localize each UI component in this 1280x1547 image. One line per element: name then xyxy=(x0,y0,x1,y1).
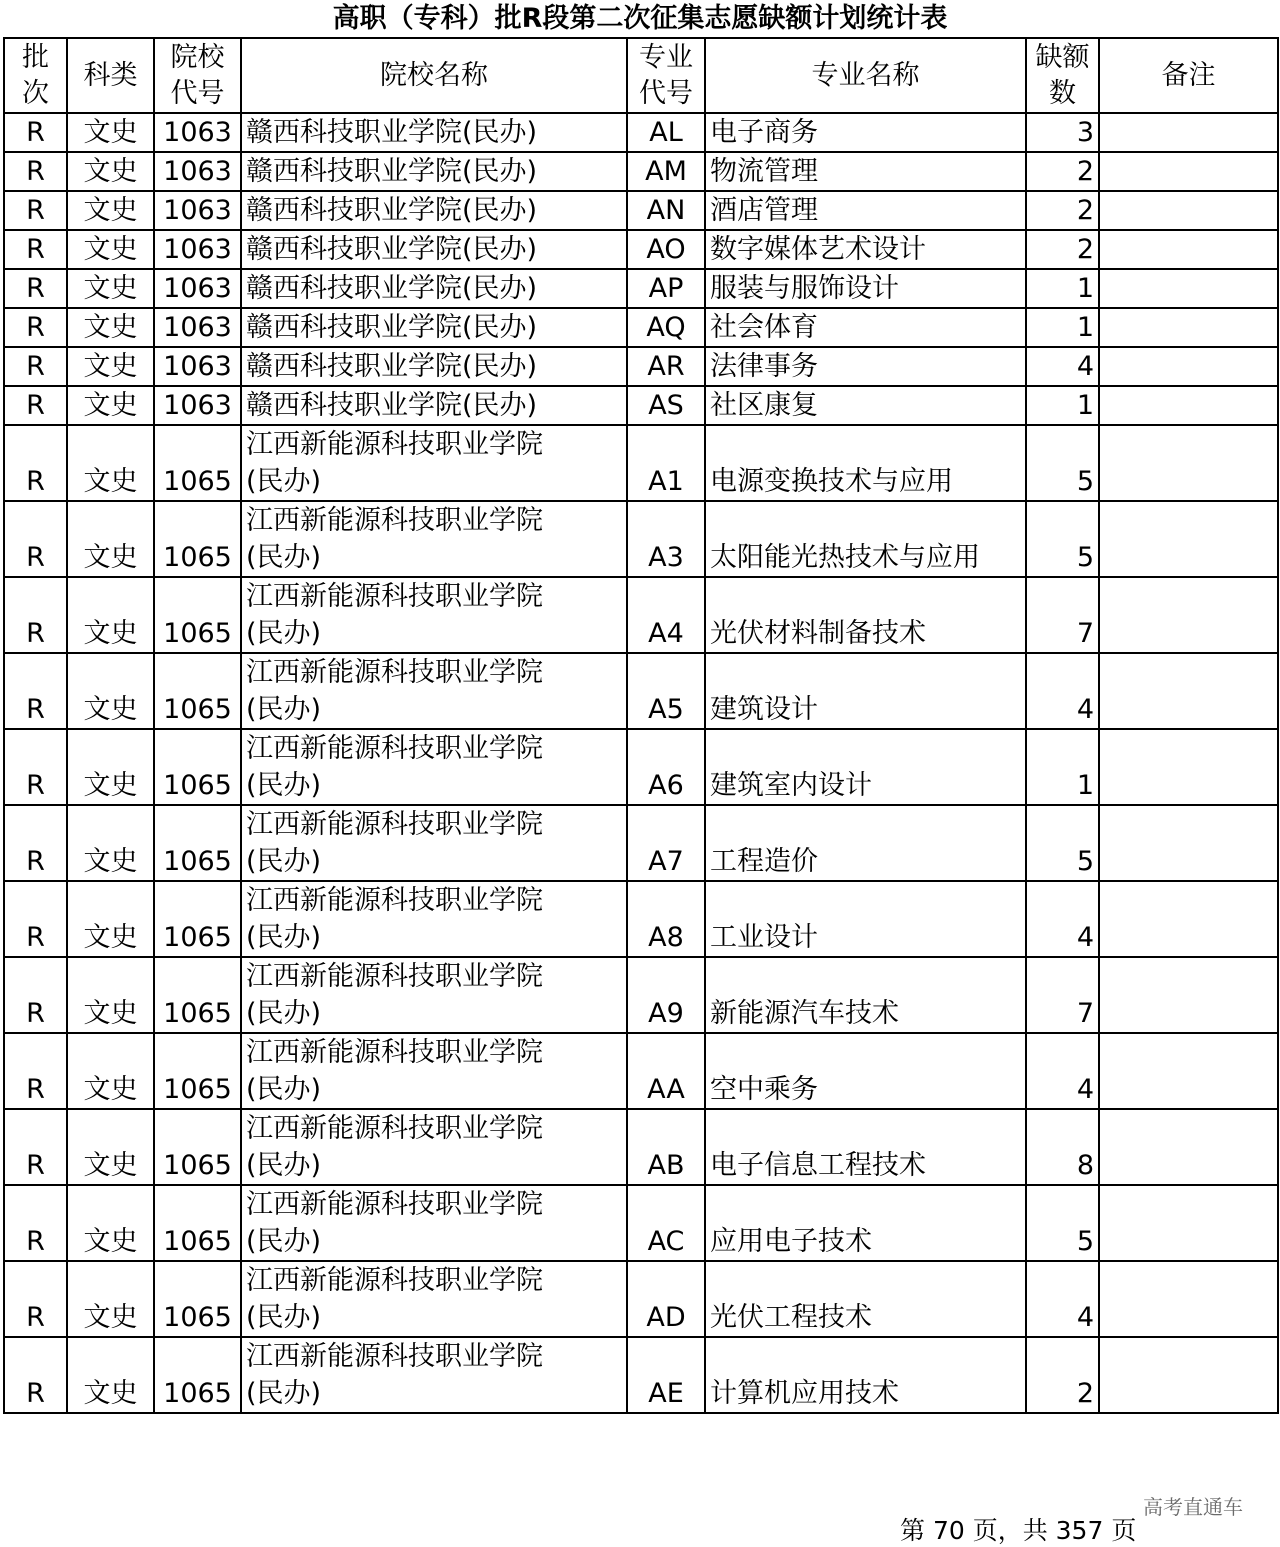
cell-school-code: 1063 xyxy=(154,152,241,191)
cell-category: 文史 xyxy=(67,425,154,501)
cell-vacancy: 5 xyxy=(1026,501,1099,577)
cell-vacancy: 8 xyxy=(1026,1109,1099,1185)
cell-vacancy: 2 xyxy=(1026,191,1099,230)
cell-category: 文史 xyxy=(67,1185,154,1261)
cell-category: 文史 xyxy=(67,386,154,425)
cell-remark xyxy=(1099,230,1278,269)
cell-batch: R xyxy=(4,501,67,577)
cell-batch: R xyxy=(4,113,67,152)
cell-major-name: 法律事务 xyxy=(705,347,1026,386)
cell-major-name: 空中乘务 xyxy=(705,1033,1026,1109)
cell-category: 文史 xyxy=(67,501,154,577)
header-vacancy: 缺额 数 xyxy=(1026,38,1099,113)
cell-remark xyxy=(1099,425,1278,501)
cell-remark xyxy=(1099,653,1278,729)
table-row xyxy=(4,881,1278,957)
cell-major-code: AO xyxy=(627,230,705,269)
cell-school-code: 1065 xyxy=(154,729,241,805)
cell-school-code: 1063 xyxy=(154,308,241,347)
cell-vacancy: 5 xyxy=(1026,805,1099,881)
cell-major-code: A9 xyxy=(627,957,705,1033)
header-major-name: 专业名称 xyxy=(705,38,1026,113)
cell-school-code: 1063 xyxy=(154,269,241,308)
cell-major-code: A4 xyxy=(627,577,705,653)
cell-school-code: 1065 xyxy=(154,425,241,501)
cell-vacancy: 1 xyxy=(1026,308,1099,347)
header-batch: 批 次 xyxy=(4,38,67,113)
cell-school-name: 江西新能源科技职业学院 (民办) xyxy=(241,805,627,881)
cell-batch: R xyxy=(4,308,67,347)
cell-school-code: 1065 xyxy=(154,805,241,881)
cell-school-name: 江西新能源科技职业学院 (民办) xyxy=(241,1109,627,1185)
page-title: 高职（专科）批R段第二次征集志愿缺额计划统计表 xyxy=(332,3,948,34)
cell-batch: R xyxy=(4,1185,67,1261)
table-row xyxy=(4,191,1278,230)
cell-major-name: 电源变换技术与应用 xyxy=(705,425,1026,501)
table-row xyxy=(4,1261,1278,1337)
cell-major-name: 工程造价 xyxy=(705,805,1026,881)
cell-vacancy: 7 xyxy=(1026,957,1099,1033)
cell-school-code: 1063 xyxy=(154,386,241,425)
cell-remark xyxy=(1099,805,1278,881)
cell-vacancy: 2 xyxy=(1026,230,1099,269)
cell-school-code: 1065 xyxy=(154,1033,241,1109)
table-row xyxy=(4,653,1278,729)
cell-batch: R xyxy=(4,269,67,308)
cell-vacancy: 5 xyxy=(1026,425,1099,501)
cell-batch: R xyxy=(4,805,67,881)
cell-major-name: 酒店管理 xyxy=(705,191,1026,230)
cell-vacancy: 4 xyxy=(1026,653,1099,729)
page-number: 第 70 页，共 357 页 xyxy=(900,1516,1137,1545)
cell-major-name: 社区康复 xyxy=(705,386,1026,425)
cell-major-name: 建筑设计 xyxy=(705,653,1026,729)
cell-major-code: AM xyxy=(627,152,705,191)
cell-vacancy: 1 xyxy=(1026,729,1099,805)
cell-school-code: 1065 xyxy=(154,881,241,957)
cell-school-name: 赣西科技职业学院(民办) xyxy=(241,191,627,230)
cell-category: 文史 xyxy=(67,230,154,269)
cell-major-name: 太阳能光热技术与应用 xyxy=(705,501,1026,577)
table-row xyxy=(4,230,1278,269)
table-row xyxy=(4,347,1278,386)
table-row xyxy=(4,957,1278,1033)
cell-category: 文史 xyxy=(67,152,154,191)
cell-school-name: 赣西科技职业学院(民办) xyxy=(241,269,627,308)
cell-school-code: 1065 xyxy=(154,1337,241,1413)
cell-batch: R xyxy=(4,881,67,957)
cell-remark xyxy=(1099,957,1278,1033)
table-row xyxy=(4,1109,1278,1185)
header-category: 科类 xyxy=(67,38,154,113)
cell-school-name: 江西新能源科技职业学院 (民办) xyxy=(241,1033,627,1109)
cell-remark xyxy=(1099,191,1278,230)
cell-remark xyxy=(1099,308,1278,347)
cell-major-code: AA xyxy=(627,1033,705,1109)
cell-school-code: 1065 xyxy=(154,1109,241,1185)
cell-category: 文史 xyxy=(67,308,154,347)
cell-category: 文史 xyxy=(67,1109,154,1185)
cell-major-name: 物流管理 xyxy=(705,152,1026,191)
cell-school-name: 赣西科技职业学院(民办) xyxy=(241,347,627,386)
cell-major-code: A5 xyxy=(627,653,705,729)
watermark-text: 高考直通车 xyxy=(1143,1495,1243,1519)
cell-school-name: 江西新能源科技职业学院 (民办) xyxy=(241,577,627,653)
cell-batch: R xyxy=(4,957,67,1033)
cell-category: 文史 xyxy=(67,1033,154,1109)
cell-school-name: 江西新能源科技职业学院 (民办) xyxy=(241,957,627,1033)
cell-batch: R xyxy=(4,230,67,269)
cell-major-name: 计算机应用技术 xyxy=(705,1337,1026,1413)
cell-major-name: 应用电子技术 xyxy=(705,1185,1026,1261)
table-row xyxy=(4,113,1278,152)
vacancy-table xyxy=(3,37,1279,1414)
cell-remark xyxy=(1099,1185,1278,1261)
cell-vacancy: 4 xyxy=(1026,881,1099,957)
cell-major-code: AB xyxy=(627,1109,705,1185)
cell-vacancy: 4 xyxy=(1026,1033,1099,1109)
table-row xyxy=(4,1337,1278,1413)
cell-major-code: A7 xyxy=(627,805,705,881)
cell-batch: R xyxy=(4,1033,67,1109)
table-row xyxy=(4,308,1278,347)
cell-major-code: AP xyxy=(627,269,705,308)
cell-remark xyxy=(1099,386,1278,425)
table-row xyxy=(4,386,1278,425)
cell-major-code: AE xyxy=(627,1337,705,1413)
cell-batch: R xyxy=(4,152,67,191)
header-school-name: 院校名称 xyxy=(241,38,627,113)
cell-major-code: AC xyxy=(627,1185,705,1261)
cell-category: 文史 xyxy=(67,881,154,957)
cell-school-name: 江西新能源科技职业学院 (民办) xyxy=(241,1185,627,1261)
cell-school-code: 1065 xyxy=(154,501,241,577)
cell-remark xyxy=(1099,729,1278,805)
cell-vacancy: 3 xyxy=(1026,113,1099,152)
cell-school-name: 江西新能源科技职业学院 (民办) xyxy=(241,881,627,957)
cell-major-code: AQ xyxy=(627,308,705,347)
header-major-code: 专业 代号 xyxy=(627,38,705,113)
cell-school-name: 江西新能源科技职业学院 (民办) xyxy=(241,653,627,729)
cell-school-code: 1063 xyxy=(154,113,241,152)
cell-remark xyxy=(1099,152,1278,191)
cell-school-name: 赣西科技职业学院(民办) xyxy=(241,113,627,152)
cell-remark xyxy=(1099,1033,1278,1109)
table-row xyxy=(4,1185,1278,1261)
cell-vacancy: 2 xyxy=(1026,152,1099,191)
table-row xyxy=(4,501,1278,577)
cell-vacancy: 1 xyxy=(1026,386,1099,425)
cell-remark xyxy=(1099,113,1278,152)
cell-school-name: 赣西科技职业学院(民办) xyxy=(241,152,627,191)
table-row xyxy=(4,152,1278,191)
cell-batch: R xyxy=(4,386,67,425)
cell-category: 文史 xyxy=(67,577,154,653)
cell-school-code: 1063 xyxy=(154,230,241,269)
cell-batch: R xyxy=(4,653,67,729)
cell-school-name: 赣西科技职业学院(民办) xyxy=(241,308,627,347)
table-row xyxy=(4,269,1278,308)
cell-vacancy: 4 xyxy=(1026,347,1099,386)
cell-major-name: 光伏材料制备技术 xyxy=(705,577,1026,653)
cell-batch: R xyxy=(4,347,67,386)
cell-remark xyxy=(1099,1109,1278,1185)
cell-remark xyxy=(1099,577,1278,653)
cell-major-code: AD xyxy=(627,1261,705,1337)
table-header-row xyxy=(4,38,1278,113)
cell-category: 文史 xyxy=(67,347,154,386)
cell-school-code: 1065 xyxy=(154,653,241,729)
header-remark: 备注 xyxy=(1099,38,1278,113)
cell-school-name: 江西新能源科技职业学院 (民办) xyxy=(241,1261,627,1337)
cell-school-code: 1065 xyxy=(154,957,241,1033)
cell-school-name: 江西新能源科技职业学院 (民办) xyxy=(241,501,627,577)
cell-major-name: 服装与服饰设计 xyxy=(705,269,1026,308)
cell-major-code: AN xyxy=(627,191,705,230)
cell-category: 文史 xyxy=(67,269,154,308)
cell-remark xyxy=(1099,1337,1278,1413)
cell-batch: R xyxy=(4,1261,67,1337)
cell-school-code: 1063 xyxy=(154,191,241,230)
table-row xyxy=(4,577,1278,653)
cell-major-name: 工业设计 xyxy=(705,881,1026,957)
cell-category: 文史 xyxy=(67,1337,154,1413)
cell-major-code: A1 xyxy=(627,425,705,501)
cell-category: 文史 xyxy=(67,957,154,1033)
cell-vacancy: 7 xyxy=(1026,577,1099,653)
cell-remark xyxy=(1099,881,1278,957)
table-row xyxy=(4,425,1278,501)
cell-vacancy: 2 xyxy=(1026,1337,1099,1413)
table-row xyxy=(4,729,1278,805)
cell-batch: R xyxy=(4,191,67,230)
cell-school-name: 江西新能源科技职业学院 (民办) xyxy=(241,1337,627,1413)
cell-remark xyxy=(1099,347,1278,386)
cell-batch: R xyxy=(4,425,67,501)
table-row xyxy=(4,1033,1278,1109)
cell-major-code: A8 xyxy=(627,881,705,957)
cell-batch: R xyxy=(4,729,67,805)
cell-school-code: 1065 xyxy=(154,577,241,653)
cell-school-name: 江西新能源科技职业学院 (民办) xyxy=(241,729,627,805)
cell-school-code: 1065 xyxy=(154,1185,241,1261)
cell-major-name: 社会体育 xyxy=(705,308,1026,347)
cell-school-code: 1063 xyxy=(154,347,241,386)
cell-category: 文史 xyxy=(67,729,154,805)
cell-batch: R xyxy=(4,577,67,653)
cell-major-code: AL xyxy=(627,113,705,152)
cell-major-name: 电子商务 xyxy=(705,113,1026,152)
cell-major-code: A6 xyxy=(627,729,705,805)
cell-major-code: AR xyxy=(627,347,705,386)
cell-school-name: 赣西科技职业学院(民办) xyxy=(241,230,627,269)
cell-vacancy: 4 xyxy=(1026,1261,1099,1337)
cell-category: 文史 xyxy=(67,653,154,729)
table-row xyxy=(4,805,1278,881)
cell-school-code: 1065 xyxy=(154,1261,241,1337)
cell-major-name: 新能源汽车技术 xyxy=(705,957,1026,1033)
cell-batch: R xyxy=(4,1109,67,1185)
cell-school-name: 江西新能源科技职业学院 (民办) xyxy=(241,425,627,501)
cell-major-name: 电子信息工程技术 xyxy=(705,1109,1026,1185)
cell-vacancy: 5 xyxy=(1026,1185,1099,1261)
cell-major-name: 光伏工程技术 xyxy=(705,1261,1026,1337)
cell-major-code: A3 xyxy=(627,501,705,577)
cell-category: 文史 xyxy=(67,805,154,881)
cell-remark xyxy=(1099,1261,1278,1337)
cell-major-code: AS xyxy=(627,386,705,425)
cell-remark xyxy=(1099,269,1278,308)
cell-category: 文史 xyxy=(67,191,154,230)
cell-major-name: 数字媒体艺术设计 xyxy=(705,230,1026,269)
header-school-code: 院校 代号 xyxy=(154,38,241,113)
cell-major-name: 建筑室内设计 xyxy=(705,729,1026,805)
cell-category: 文史 xyxy=(67,113,154,152)
cell-vacancy: 1 xyxy=(1026,269,1099,308)
cell-school-name: 赣西科技职业学院(民办) xyxy=(241,386,627,425)
cell-category: 文史 xyxy=(67,1261,154,1337)
cell-batch: R xyxy=(4,1337,67,1413)
cell-remark xyxy=(1099,501,1278,577)
